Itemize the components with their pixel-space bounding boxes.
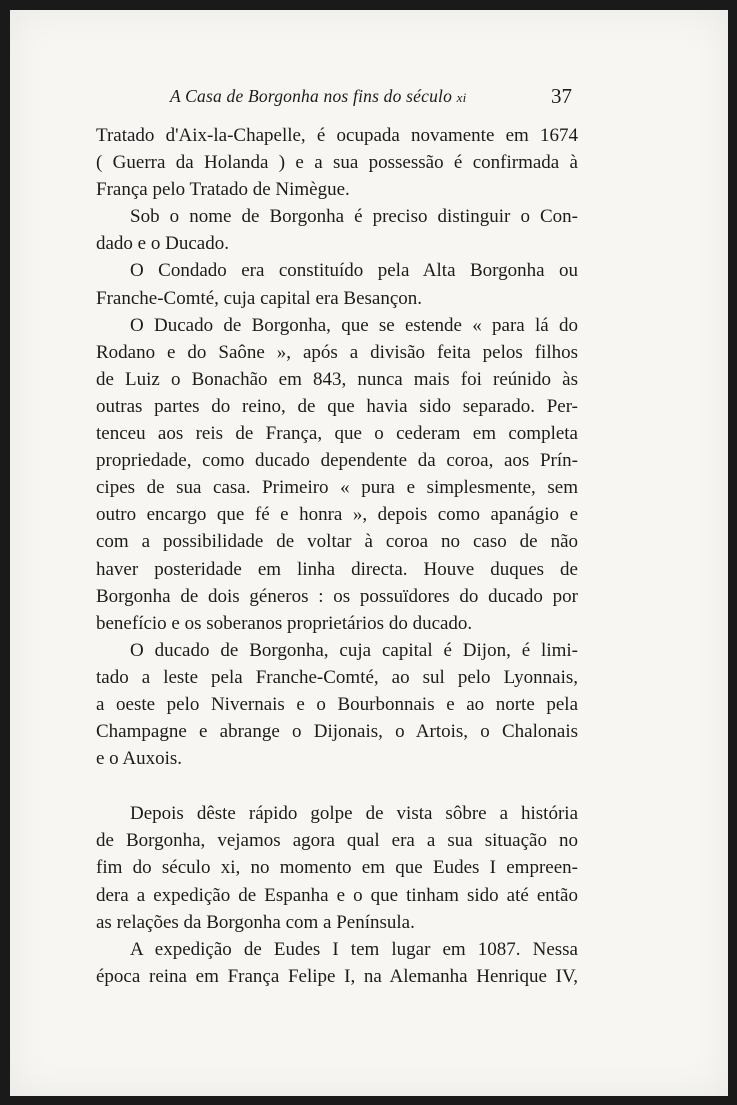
text-line: O ducado de Borgonha, cuja capital é Dijon, é limi-: [130, 639, 578, 661]
text-line: cipes de sua casa. Primeiro « pura e simplesmente, sem: [96, 477, 578, 499]
text-line: O Condado era constituído pela Alta Borgonha ou: [130, 260, 578, 282]
text-line: dera a expedição de Espanha e o que tinham sido até então: [96, 884, 578, 906]
text-line: Sob o nome de Borgonha é preciso distinguir o Con-: [130, 206, 578, 228]
text-line: Borgonha de dois géneros : os possuïdores do ducado por: [96, 585, 578, 607]
body-text: [96, 122, 578, 990]
text-line: outro encargo que fé e honra », depois como apanágio e: [96, 504, 578, 526]
page-header: [10, 82, 728, 112]
text-line: a oeste pelo Nivernais e o Bourbonnais e ao norte pela: [96, 693, 578, 715]
running-title: [170, 86, 466, 107]
text-line: fim do século xi, no momento em que Eudes I empreen-: [96, 857, 578, 879]
section-break: [96, 772, 578, 800]
page-number: 37: [551, 84, 572, 108]
text-line: A expedição de Eudes I tem lugar em 1087. Nessa: [130, 938, 578, 960]
text-line: França pelo Tratado de Nimègue.: [96, 179, 350, 201]
text-line: de Borgonha, vejamos agora qual era a sua situação no: [96, 830, 578, 852]
text-line: haver posteridade em linha directa. Houve duques de: [96, 558, 578, 580]
text-line: outras partes do reino, de que havia sido separado. Per-: [96, 395, 578, 417]
text-line: Depois dêste rápido golpe de vista sôbre a história: [130, 803, 578, 825]
running-title-text: A Casa de Borgonha nos fins do século: [170, 86, 453, 106]
text-line: ( Guerra da Holanda ) e a sua possessão é confirmada à: [96, 152, 578, 174]
text-line: dado e o Ducado.: [96, 233, 229, 255]
text-line: com a possibilidade de voltar à coroa no caso de não: [96, 531, 578, 553]
text-line: Franche-Comté, cuja capital era Besançon.: [96, 287, 423, 309]
text-line: de Luiz o Bonachão em 843, nunca mais foi reúnido às: [96, 368, 578, 390]
text-line: Rodano e do Saône », após a divisão feita pelos filhos: [96, 341, 578, 363]
text-line: propriedade, como ducado dependente da coroa, aos Prín-: [96, 450, 578, 472]
text-line: Tratado d'Aix-la-Chapelle, é ocupada novamente em 1674: [96, 125, 578, 146]
text-line: tenceu aos reis de França, que o cederam em completa: [96, 423, 578, 445]
text-line: as relações da Borgonha com a Península.: [96, 911, 415, 933]
text-line: Champagne e abrange o Dijonais, o Artois, o Chalonais: [96, 721, 578, 743]
text-line: tado a leste pela Franche-Comté, ao sul pelo Lyonnais,: [96, 666, 578, 688]
text-line: O Ducado de Borgonha, que se estende « para lá do: [130, 314, 578, 336]
text-line: e o Auxois.: [96, 748, 183, 770]
text-line: época reina em França Felipe I, na Alemanha Henrique IV,: [96, 965, 578, 987]
running-title-century: xi: [456, 90, 467, 105]
text-line: benefício e os soberanos proprietários do ducado.: [96, 612, 473, 634]
book-page: [10, 10, 728, 1096]
